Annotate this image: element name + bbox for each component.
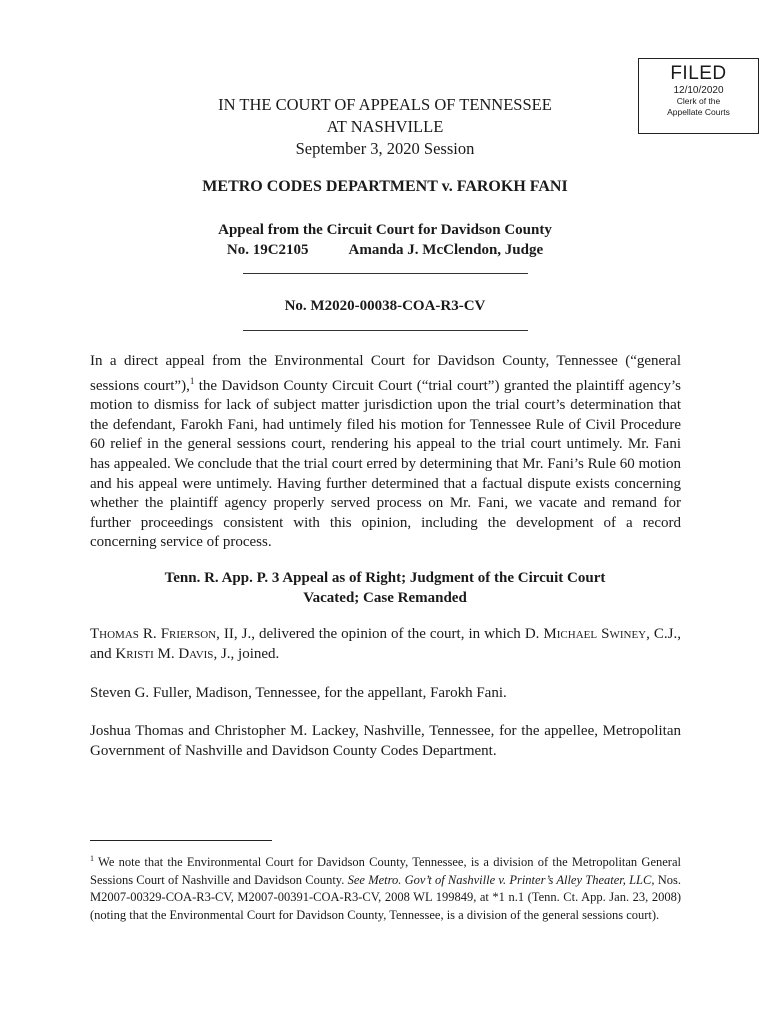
- appeal-case-row: [90, 240, 680, 260]
- footnote-1: [90, 850, 681, 925]
- docket-number: No. M2020-00038-COA-R3-CV: [284, 298, 486, 314]
- appellee-counsel: Joshua Thomas and Christopher M. Lackey, Nashville, Tennessee, for the appellee, Metropolitan Government of Nashville and Davidson County Codes Department.: [90, 723, 681, 759]
- trial-case-number: No. 19C2105: [226, 242, 309, 258]
- holding-line2: Vacated; Case Remanded: [303, 590, 467, 606]
- holding-line1: Tenn. R. App. P. 3 Appeal as of Right; Judgment of the Circuit Court: [164, 570, 606, 586]
- footnote-ref: 1: [189, 375, 195, 386]
- judge-frierson: Thomas R. Frierson: [90, 626, 217, 642]
- footnote-citation: Metro. Gov’t of Nashville v. Printer’s Alley Theater, LLC: [364, 872, 652, 887]
- footnote-number: 1: [90, 854, 94, 863]
- appellant-counsel: Steven G. Fuller, Madison, Tennessee, for the appellant, Farokh Fani.: [90, 685, 507, 701]
- footnote-divider: [90, 840, 272, 841]
- court-header: [90, 94, 680, 160]
- footnote-see: See: [347, 872, 365, 887]
- court-location: AT NASHVILLE: [326, 117, 444, 136]
- court-name: IN THE COURT OF APPEALS OF TENNESSEE: [218, 95, 552, 114]
- authorship-text-1: , II, J., delivered the opinion of the court, in which: [216, 626, 525, 642]
- judge-davis: Kristi M. Davis: [115, 645, 214, 662]
- footnote-text-1: We note that the Environmental Court for Davidson County, Tennessee, is a division of the Metropolitan General Sessions Court of Nashville and Davidson County.: [90, 855, 681, 887]
- trial-judge: Amanda J. McClendon, Judge: [348, 242, 544, 258]
- stamp-date: 12/10/2020: [673, 85, 724, 96]
- summary-text-1: In a direct appeal from the Environmental Court for Davidson County, Tennessee (“general sessions court”),: [90, 353, 681, 394]
- authorship-text-2: , C.J., and: [90, 626, 681, 662]
- stamp-clerk-line1: Clerk of the: [676, 96, 721, 106]
- appeal-info: [90, 220, 680, 260]
- summary-paragraph: [90, 352, 681, 553]
- holding: [130, 568, 640, 608]
- divider-1: [243, 273, 528, 274]
- summary-text-2: the Davidson County Circuit Court (“trial court”) granted the plaintiff agency’s motion to dismiss for lack of subject matter jurisdiction upon the trial court’s determination that the defendant, Farokh Fani, had untimely filed his motion for Tennessee Rule of Civil Procedure 60 relief in the general sessions court, rendering his appeal to the trial court untimely. Mr. Fani has appealed. We conclude that the trial court erred by determining that Mr. Fani’s Rule 60 motion and his appeal were untimely. Having further determined that a factual dispute exists concerning whether the plaintiff agency properly served process on Mr. Fani, we vacate and remand for further proceedings consistent with this opinion, including the development of a record concerning service of process.: [90, 377, 681, 551]
- authorship-paragraph: [90, 625, 681, 664]
- authorship-text-3: , J., joined.: [213, 645, 280, 662]
- appeal-from: Appeal from the Circuit Court for Davidson County: [218, 222, 552, 238]
- footnote-text-2: , Nos. M2007-00329-COA-R3-CV, M2007-00391-COA-R3-CV, 2008 WL 199849, at *1 n.1 (Tenn. Ct. App. Jan. 23, 2008) (noting that the Environmental Court for Davidson County, Tennessee, is a division of the general sessions court).: [90, 872, 681, 922]
- divider-2: [243, 330, 528, 331]
- stamp-filed-label: FILED: [670, 63, 727, 84]
- case-caption: METRO CODES DEPARTMENT v. FAROKH FANI: [202, 178, 568, 195]
- judge-swiney: D. Michael Swiney: [524, 626, 647, 642]
- stamp-clerk-line2: Appellate Courts: [667, 107, 730, 117]
- court-session: September 3, 2020 Session: [295, 139, 475, 158]
